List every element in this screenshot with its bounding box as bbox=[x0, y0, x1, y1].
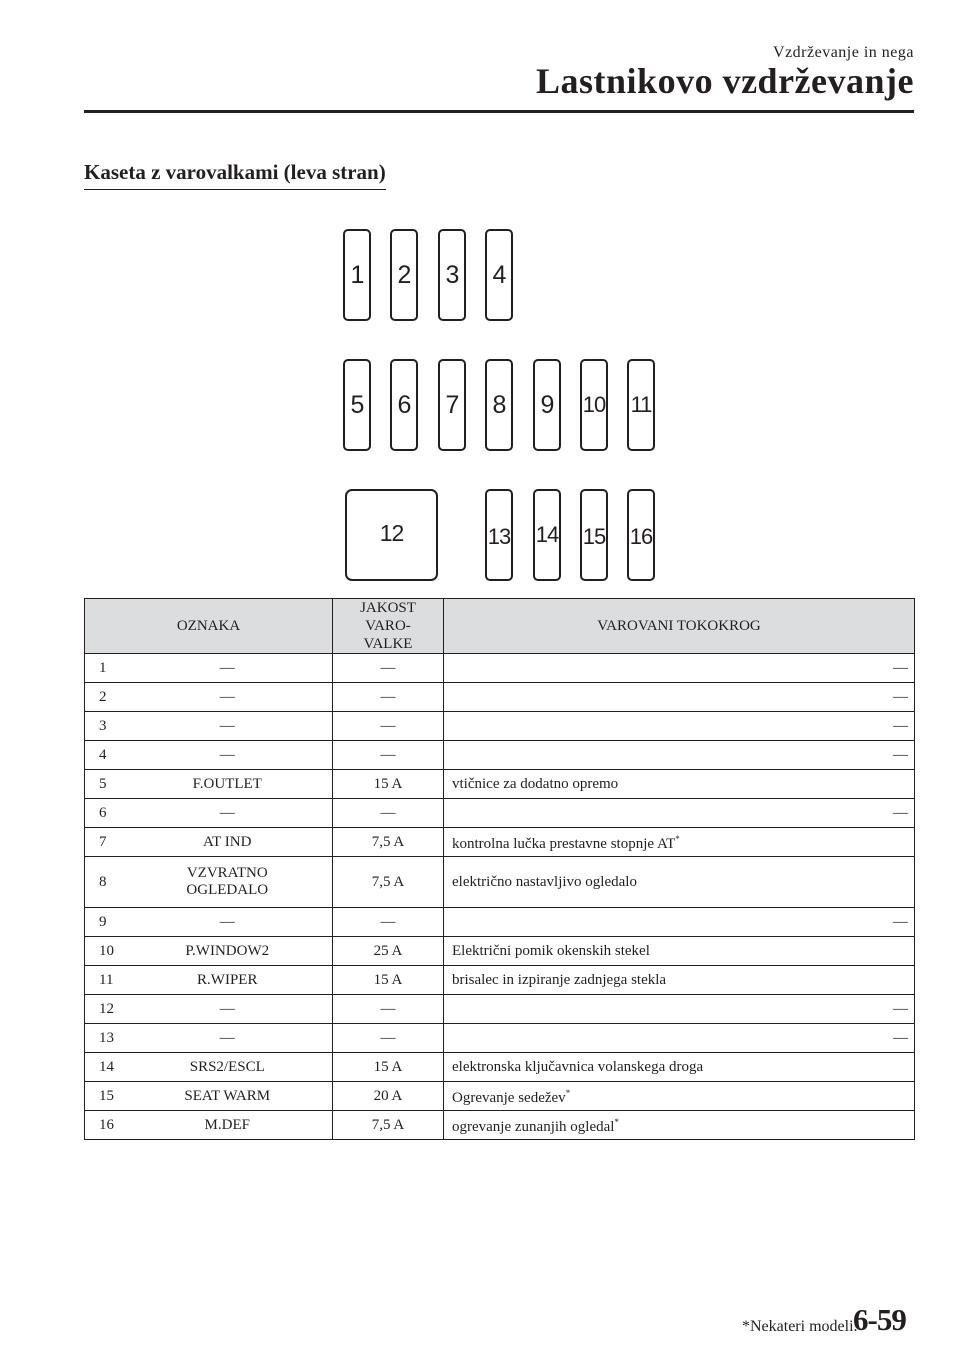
cell-jakost: — bbox=[333, 1024, 444, 1053]
fuse-3: 3 bbox=[438, 229, 466, 321]
cell-fuse-number: 6 bbox=[85, 799, 123, 828]
cell-oznaka: M.DEF bbox=[123, 1111, 333, 1140]
cell-tokokrog-text: — bbox=[893, 659, 908, 676]
fuse-9: 9 bbox=[533, 359, 561, 451]
chapter-title: Lastnikovo vzdrževanje bbox=[536, 61, 914, 101]
cell-jakost: — bbox=[333, 995, 444, 1024]
cell-fuse-number: 12 bbox=[85, 995, 123, 1024]
cell-tokokrog bbox=[444, 995, 915, 1024]
cell-tokokrog bbox=[444, 770, 915, 799]
table-row bbox=[85, 1082, 915, 1111]
cell-oznaka: F.OUTLET bbox=[123, 770, 333, 799]
fuse-14: 14 bbox=[533, 489, 561, 581]
table-row bbox=[85, 908, 915, 937]
cell-jakost: — bbox=[333, 908, 444, 937]
table-row bbox=[85, 857, 915, 908]
cell-fuse-number: 9 bbox=[85, 908, 123, 937]
cell-fuse-number: 3 bbox=[85, 712, 123, 741]
cell-tokokrog bbox=[444, 857, 915, 908]
cell-oznaka: — bbox=[123, 908, 333, 937]
cell-tokokrog bbox=[444, 1082, 915, 1111]
cell-tokokrog-text: — bbox=[893, 913, 908, 930]
cell-jakost: — bbox=[333, 799, 444, 828]
cell-fuse-number: 14 bbox=[85, 1053, 123, 1082]
cell-fuse-number: 4 bbox=[85, 741, 123, 770]
cell-oznaka: — bbox=[123, 712, 333, 741]
cell-tokokrog bbox=[444, 828, 915, 857]
fuse-5: 5 bbox=[343, 359, 371, 451]
cell-tokokrog-text: Ogrevanje sedežev bbox=[452, 1090, 566, 1106]
fuse-7: 7 bbox=[438, 359, 466, 451]
fuse-table bbox=[84, 598, 915, 1140]
cell-tokokrog bbox=[444, 937, 915, 966]
cell-jakost: 7,5 A bbox=[333, 1111, 444, 1140]
cell-tokokrog-text: ogrevanje zunanjih ogledal bbox=[452, 1119, 615, 1135]
cell-oznaka: SRS2/ESCL bbox=[123, 1053, 333, 1082]
table-row bbox=[85, 828, 915, 857]
cell-jakost: 7,5 A bbox=[333, 828, 444, 857]
cell-tokokrog-text: Električni pomik okenskih stekel bbox=[452, 942, 650, 959]
footnote-marker: * bbox=[565, 1088, 571, 1098]
cell-tokokrog bbox=[444, 1024, 915, 1053]
cell-jakost: 15 A bbox=[333, 966, 444, 995]
table-row bbox=[85, 799, 915, 828]
cell-tokokrog-text: — bbox=[893, 717, 908, 734]
cell-tokokrog-text: — bbox=[893, 688, 908, 705]
table-row bbox=[85, 966, 915, 995]
cell-jakost: 25 A bbox=[333, 937, 444, 966]
cell-oznaka: P.WINDOW2 bbox=[123, 937, 333, 966]
table-row bbox=[85, 1111, 915, 1140]
fuse-16: 16 bbox=[627, 489, 655, 581]
cell-jakost: 20 A bbox=[333, 1082, 444, 1111]
table-row bbox=[85, 683, 915, 712]
fuse-11: 11 bbox=[627, 359, 655, 451]
table-header-row bbox=[85, 599, 915, 654]
cell-oznaka: — bbox=[123, 683, 333, 712]
cell-jakost: 15 A bbox=[333, 770, 444, 799]
cell-tokokrog-text: — bbox=[893, 804, 908, 821]
cell-oznaka: — bbox=[123, 1024, 333, 1053]
section-title: Kaseta z varovalkami (leva stran) bbox=[84, 160, 386, 190]
table-row bbox=[85, 741, 915, 770]
chapter-subtitle: Vzdrževanje in nega bbox=[773, 44, 914, 61]
column-header-oznaka: OZNAKA bbox=[85, 599, 333, 654]
cell-oznaka: — bbox=[123, 741, 333, 770]
cell-tokokrog-text: kontrolna lučka prestavne stopnje AT bbox=[452, 836, 676, 852]
cell-jakost: 15 A bbox=[333, 1053, 444, 1082]
cell-tokokrog-text: električno nastavljivo ogledalo bbox=[452, 873, 637, 890]
table-row bbox=[85, 770, 915, 799]
cell-fuse-number: 1 bbox=[85, 654, 123, 683]
cell-fuse-number: 10 bbox=[85, 937, 123, 966]
cell-oznaka: — bbox=[123, 995, 333, 1024]
table-row bbox=[85, 995, 915, 1024]
cell-tokokrog-text: — bbox=[893, 1029, 908, 1046]
fuse-2: 2 bbox=[390, 229, 418, 321]
fuse-15: 15 bbox=[580, 489, 608, 581]
cell-fuse-number: 13 bbox=[85, 1024, 123, 1053]
cell-jakost: 7,5 A bbox=[333, 857, 444, 908]
column-header-tokokrog: VAROVANI TOKOKROG bbox=[444, 599, 915, 654]
cell-tokokrog-text: — bbox=[893, 1000, 908, 1017]
cell-fuse-number: 7 bbox=[85, 828, 123, 857]
cell-tokokrog bbox=[444, 1053, 915, 1082]
cell-jakost: — bbox=[333, 654, 444, 683]
cell-tokokrog bbox=[444, 741, 915, 770]
cell-jakost: — bbox=[333, 712, 444, 741]
cell-jakost: — bbox=[333, 741, 444, 770]
fuse-13: 13 bbox=[485, 489, 513, 581]
cell-tokokrog bbox=[444, 908, 915, 937]
cell-oznaka: VZVRATNO OGLEDALO bbox=[123, 857, 333, 908]
cell-tokokrog bbox=[444, 966, 915, 995]
cell-fuse-number: 11 bbox=[85, 966, 123, 995]
fuse-1: 1 bbox=[343, 229, 371, 321]
cell-fuse-number: 5 bbox=[85, 770, 123, 799]
fuse-8: 8 bbox=[485, 359, 513, 451]
cell-oznaka: — bbox=[123, 799, 333, 828]
cell-tokokrog bbox=[444, 683, 915, 712]
footnote-marker: * bbox=[614, 1117, 619, 1127]
table-row bbox=[85, 1053, 915, 1082]
cell-tokokrog bbox=[444, 799, 915, 828]
column-header-jakost: JAKOST VARO- VALKE bbox=[333, 599, 444, 654]
cell-tokokrog bbox=[444, 712, 915, 741]
cell-fuse-number: 16 bbox=[85, 1111, 123, 1140]
fuse-6: 6 bbox=[390, 359, 418, 451]
fuse-10: 10 bbox=[580, 359, 608, 451]
page-number: 6-59 bbox=[853, 1302, 906, 1337]
cell-tokokrog-text: vtičnice za dodatno opremo bbox=[452, 775, 619, 792]
cell-fuse-number: 15 bbox=[85, 1082, 123, 1111]
table-row bbox=[85, 1024, 915, 1053]
cell-tokokrog-text: brisalec in izpiranje zadnjega stekla bbox=[452, 971, 667, 988]
cell-tokokrog-text: elektronska ključavnica volanskega droga bbox=[452, 1058, 704, 1075]
cell-oznaka: SEAT WARM bbox=[123, 1082, 333, 1111]
fuse-4: 4 bbox=[485, 229, 513, 321]
cell-tokokrog bbox=[444, 654, 915, 683]
fuse-12: 12 bbox=[345, 489, 438, 581]
footnote-marker: * bbox=[675, 834, 680, 844]
cell-fuse-number: 8 bbox=[85, 857, 123, 908]
cell-jakost: — bbox=[333, 683, 444, 712]
cell-oznaka: R.WIPER bbox=[123, 966, 333, 995]
cell-oznaka: AT IND bbox=[123, 828, 333, 857]
table-row bbox=[85, 654, 915, 683]
cell-tokokrog-text: — bbox=[893, 746, 908, 763]
table-row bbox=[85, 937, 915, 966]
header-rule bbox=[84, 110, 914, 113]
cell-fuse-number: 2 bbox=[85, 683, 123, 712]
table-row bbox=[85, 712, 915, 741]
cell-oznaka: — bbox=[123, 654, 333, 683]
cell-tokokrog bbox=[444, 1111, 915, 1140]
footnote: *Nekateri modeli. bbox=[742, 1318, 858, 1335]
